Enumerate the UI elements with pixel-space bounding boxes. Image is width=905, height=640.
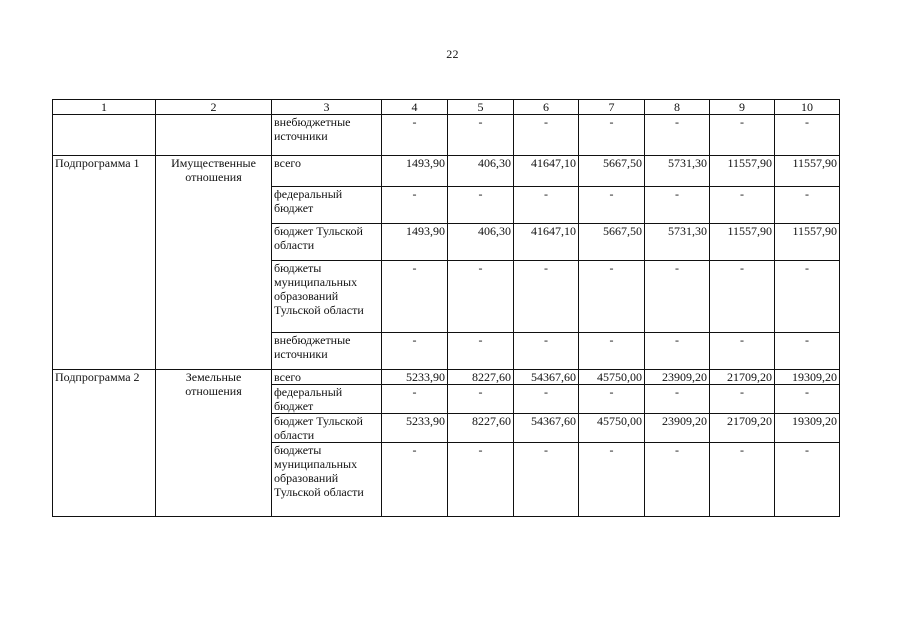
value-cell: - (382, 115, 448, 156)
value-cell: - (448, 443, 514, 517)
funding-source: бюджеты муниципальных образований Тульской области (272, 261, 382, 333)
value-cell: - (710, 333, 775, 370)
name-cell-empty (156, 115, 272, 156)
funding-source: бюджет Тульской области (272, 414, 382, 443)
value-cell: - (579, 385, 645, 414)
value-cell: 8227,60 (448, 370, 514, 385)
header-cell-10: 10 (775, 100, 840, 115)
program-cell-empty (53, 115, 156, 156)
value-cell: 8227,60 (448, 414, 514, 443)
value-cell: - (514, 443, 579, 517)
funding-source: федеральный бюджет (272, 187, 382, 224)
value-cell: 21709,20 (710, 414, 775, 443)
value-cell: 21709,20 (710, 370, 775, 385)
value-cell: - (775, 261, 840, 333)
value-cell: - (514, 385, 579, 414)
value-cell: - (514, 261, 579, 333)
value-cell: - (710, 115, 775, 156)
value-cell: 5731,30 (645, 224, 710, 261)
value-cell: - (579, 187, 645, 224)
header-cell-1: 1 (53, 100, 156, 115)
value-cell: - (579, 443, 645, 517)
value-cell: 1493,90 (382, 224, 448, 261)
funding-source: всего (272, 370, 382, 385)
value-cell: 54367,60 (514, 414, 579, 443)
value-cell: - (448, 261, 514, 333)
value-cell: - (775, 187, 840, 224)
value-cell: - (382, 333, 448, 370)
value-cell: - (382, 187, 448, 224)
value-cell: - (448, 187, 514, 224)
value-cell: 11557,90 (775, 156, 840, 187)
header-cell-4: 4 (382, 100, 448, 115)
value-cell: - (382, 385, 448, 414)
funding-source: федеральный бюджет (272, 385, 382, 414)
subprogram-label: Подпрограмма 2 (53, 370, 156, 517)
value-cell: - (775, 115, 840, 156)
value-cell: - (579, 333, 645, 370)
value-cell: - (645, 443, 710, 517)
funding-source: внебюджетные источники (272, 115, 382, 156)
value-cell: 11557,90 (775, 224, 840, 261)
funding-source: всего (272, 156, 382, 187)
budget-table (52, 99, 840, 517)
subprogram-label: Подпрограмма 1 (53, 156, 156, 370)
value-cell: - (448, 385, 514, 414)
funding-source: бюджет Тульской области (272, 224, 382, 261)
value-cell: - (514, 187, 579, 224)
value-cell: - (579, 115, 645, 156)
value-cell: 54367,60 (514, 370, 579, 385)
table-row (53, 115, 840, 156)
page-number: 22 (446, 47, 459, 61)
value-cell: - (514, 115, 579, 156)
header-cell-2: 2 (156, 100, 272, 115)
header-cell-7: 7 (579, 100, 645, 115)
value-cell: 5233,90 (382, 370, 448, 385)
value-cell: 41647,10 (514, 156, 579, 187)
value-cell: - (645, 187, 710, 224)
subprogram-name: Земельные отношения (156, 370, 272, 517)
value-cell: - (710, 261, 775, 333)
table-row (53, 156, 840, 187)
value-cell: - (645, 333, 710, 370)
value-cell: - (710, 385, 775, 414)
value-cell: 11557,90 (710, 224, 775, 261)
header-cell-3: 3 (272, 100, 382, 115)
value-cell: - (382, 443, 448, 517)
value-cell: - (710, 187, 775, 224)
value-cell: - (382, 261, 448, 333)
funding-source: внебюджетные источники (272, 333, 382, 370)
value-cell: 23909,20 (645, 370, 710, 385)
value-cell: 23909,20 (645, 414, 710, 443)
value-cell: - (579, 261, 645, 333)
funding-source: бюджеты муниципальных образований Тульской области (272, 443, 382, 517)
value-cell: 5667,50 (579, 224, 645, 261)
header-cell-8: 8 (645, 100, 710, 115)
value-cell: - (775, 385, 840, 414)
value-cell: - (448, 333, 514, 370)
value-cell: 45750,00 (579, 370, 645, 385)
value-cell: - (448, 115, 514, 156)
value-cell: 5731,30 (645, 156, 710, 187)
table-row (53, 370, 840, 385)
header-cell-6: 6 (514, 100, 579, 115)
header-cell-5: 5 (448, 100, 514, 115)
value-cell: - (645, 261, 710, 333)
header-cell-9: 9 (710, 100, 775, 115)
header-row (53, 100, 840, 115)
value-cell: 406,30 (448, 156, 514, 187)
value-cell: 5233,90 (382, 414, 448, 443)
value-cell: - (645, 385, 710, 414)
value-cell: 19309,20 (775, 370, 840, 385)
subprogram-name: Имущественные отношения (156, 156, 272, 370)
value-cell: 45750,00 (579, 414, 645, 443)
value-cell: 19309,20 (775, 414, 840, 443)
value-cell: - (775, 333, 840, 370)
value-cell: 11557,90 (710, 156, 775, 187)
value-cell: 41647,10 (514, 224, 579, 261)
value-cell: - (645, 115, 710, 156)
value-cell: 406,30 (448, 224, 514, 261)
value-cell: - (775, 443, 840, 517)
value-cell: 5667,50 (579, 156, 645, 187)
value-cell: - (710, 443, 775, 517)
value-cell: 1493,90 (382, 156, 448, 187)
value-cell: - (514, 333, 579, 370)
